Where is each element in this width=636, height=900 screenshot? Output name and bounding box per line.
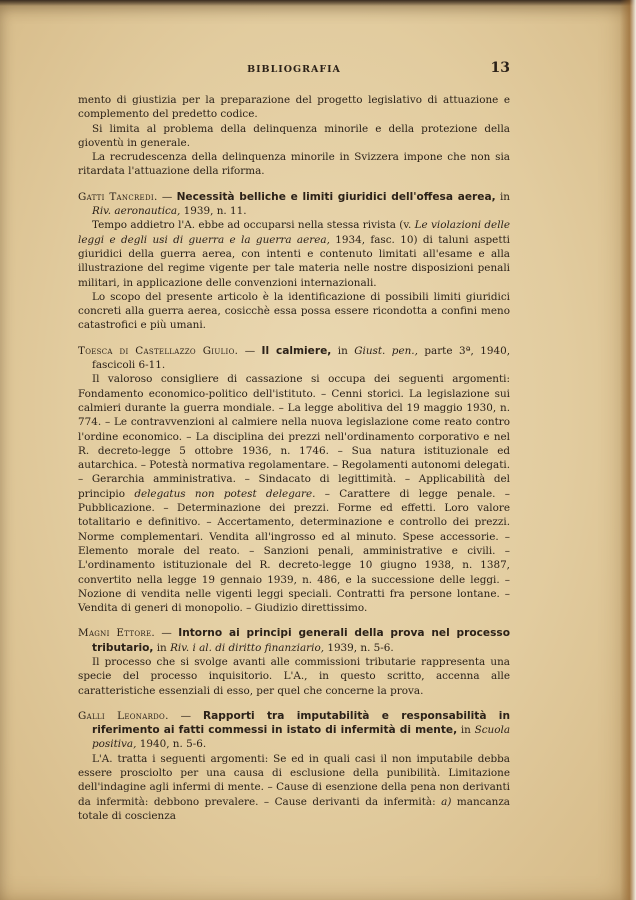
entry-journal: Giust. pen.,	[354, 344, 418, 357]
entry-ref: 1939, n. 11.	[183, 205, 247, 218]
entry-ref: 1939, n. 5-6.	[327, 641, 394, 654]
entry-in: in	[460, 724, 471, 737]
entry-journal: Riv. i al. di diritto finanziario,	[170, 641, 325, 654]
entry-separator: —	[180, 709, 192, 722]
entry-paragraph: L'A. tratta i seguenti argomenti: Se ed in quali casi il non imputabile debba essere prosciolto per una causa di esclusione della punibilità. Limitazione dell'indagine agli infermi di mente. – Cause di esenzione della pena non derivanti da infermità: debbono prevalere. – Cause derivanti da infermità: a) mancanza totale di coscienza	[78, 752, 511, 822]
bibliography-entry-heading	[78, 344, 510, 373]
entry-ref: 1940, n. 5-6.	[139, 738, 207, 751]
entry-separator: —	[244, 344, 256, 357]
page-number: 13	[490, 60, 510, 76]
entry-separator: —	[161, 190, 173, 203]
intro-paragraph: La recrudescenza della delinquenza minorile in Svizzera impone che non sia ritardata l'attuazione della riforma.	[78, 151, 510, 178]
page-header	[78, 60, 510, 80]
bibliography-entry-heading	[78, 709, 510, 752]
entry-separator: —	[161, 627, 172, 640]
entry-title: Intorno ai principi generali della prova nel processo tributario,	[92, 627, 510, 654]
entry-author: Gatti Tancredi.	[78, 190, 158, 203]
entry-ref: parte 3ª, 1940, fascicoli 6-11.	[92, 344, 510, 372]
intro-paragraph: mento di giustizia per la preparazione del progetto legislativo di attuazione e complemento del predetto codice.	[78, 94, 510, 121]
intro-paragraph: Si limita al problema della delinquenza minorile e della protezione della gioventù in generale.	[78, 122, 510, 149]
bibliography-entry-heading	[78, 190, 510, 219]
entry-journal: Scuola positiva,	[92, 724, 511, 751]
page-body	[78, 93, 510, 823]
entry-title: Il calmiere,	[261, 344, 332, 357]
entry-in: in	[156, 641, 167, 654]
entry-paragraph: Lo scopo del presente articolo è la identificazione di possibili limiti giuridici concreti alla guerra aerea, cosicchè essa possa essere ricondotta a confini meno catastrofici e più umani.	[78, 290, 510, 332]
running-title: BIBLIOGRAFIA	[247, 64, 341, 75]
entry-paragraph: Il processo che si svolge avanti alle commissioni tributarie rappresenta una specie del processo inquisitorio. L'A., in questo scritto, accenna alle caratteristiche essenziali di esso, per quel che concerne la prova.	[78, 655, 510, 697]
entry-author: Galli Leonardo.	[78, 709, 169, 722]
entry-journal: Riv. aeronautica,	[92, 205, 181, 218]
entry-paragraph: Tempo addietro l'A. ebbe ad occuparsi nella stessa rivista (v. Le violazioni delle leggi e degli usi di guerra e la guerra aerea, 1934, fasc. 10) di taluni aspetti giuridici della guerra aerea, con intenti e contenuto limitati all'esame e alla illustrazione del regime vigente per tale materia nelle nostre disposizioni penali militari, in applicazione delle convenzioni internazionali.	[78, 219, 510, 289]
entry-title: Rapporti tra imputabilità e responsabilità in riferimento ai fatti commessi in istato di infermità di mente,	[92, 709, 510, 737]
entry-in: in	[337, 344, 348, 357]
entry-in: in	[499, 190, 510, 203]
entry-author: Toesca di Castellazzo Giulio.	[78, 344, 239, 357]
entry-paragraph: Il valoroso consigliere di cassazione si occupa dei seguenti argomenti: Fondamento economico-politico dell'istituto. – Cenni storici. La legislazione sui calmieri durante la guerra mondiale. – La legge abolitiva del 19 maggio 1930, n. 774. – Le contravvenzioni al calmiere nella nuova legislazione come reato contro l'ordine economico. – La disciplina dei prezzi nell'ordinamento corporativo e nel R. decreto-legge 5 ottobre 1936, n. 1746. – Sua natura istituzionale ed autarchica. – Potestà normativa regolamentare. – Regolamenti autonomi delegati. – Gerarchia amministrativa. – Sindacato di legittimità. – Applicabilità del principio delegatus non potest delegare. – Carattere di legge penale. – Pubblicazione. – Determinazione dei prezzi. Forme ed effetti. Loro valore totalitario e definitivo. – Accertamento, determinazione e controllo dei prezzi. Norme complementari. Vendita all'ingrosso ed al minuto. Spese accessorie. – Elemento morale del reato. – Sanzioni penali, amministrative e civili. – L'ordinamento istituzionale del R. decreto-legge 10 giugno 1938, n. 1387, convertito nella legge 19 gennaio 1939, n. 486, e la successione delle leggi. – Nozione di vendita nelle vigenti leggi speciali. Contratti fra persone lontane. – Vendita di generi di monopolio. – Giudizio direttissimo.	[78, 373, 510, 615]
bibliography-entry-heading	[78, 626, 510, 655]
page-right-edge	[620, 0, 636, 900]
entry-title: Necessità belliche e limiti giuridici dell'offesa aerea,	[176, 190, 496, 203]
entry-author: Magni Ettore.	[78, 627, 155, 640]
page-top-shadow	[0, 0, 636, 6]
